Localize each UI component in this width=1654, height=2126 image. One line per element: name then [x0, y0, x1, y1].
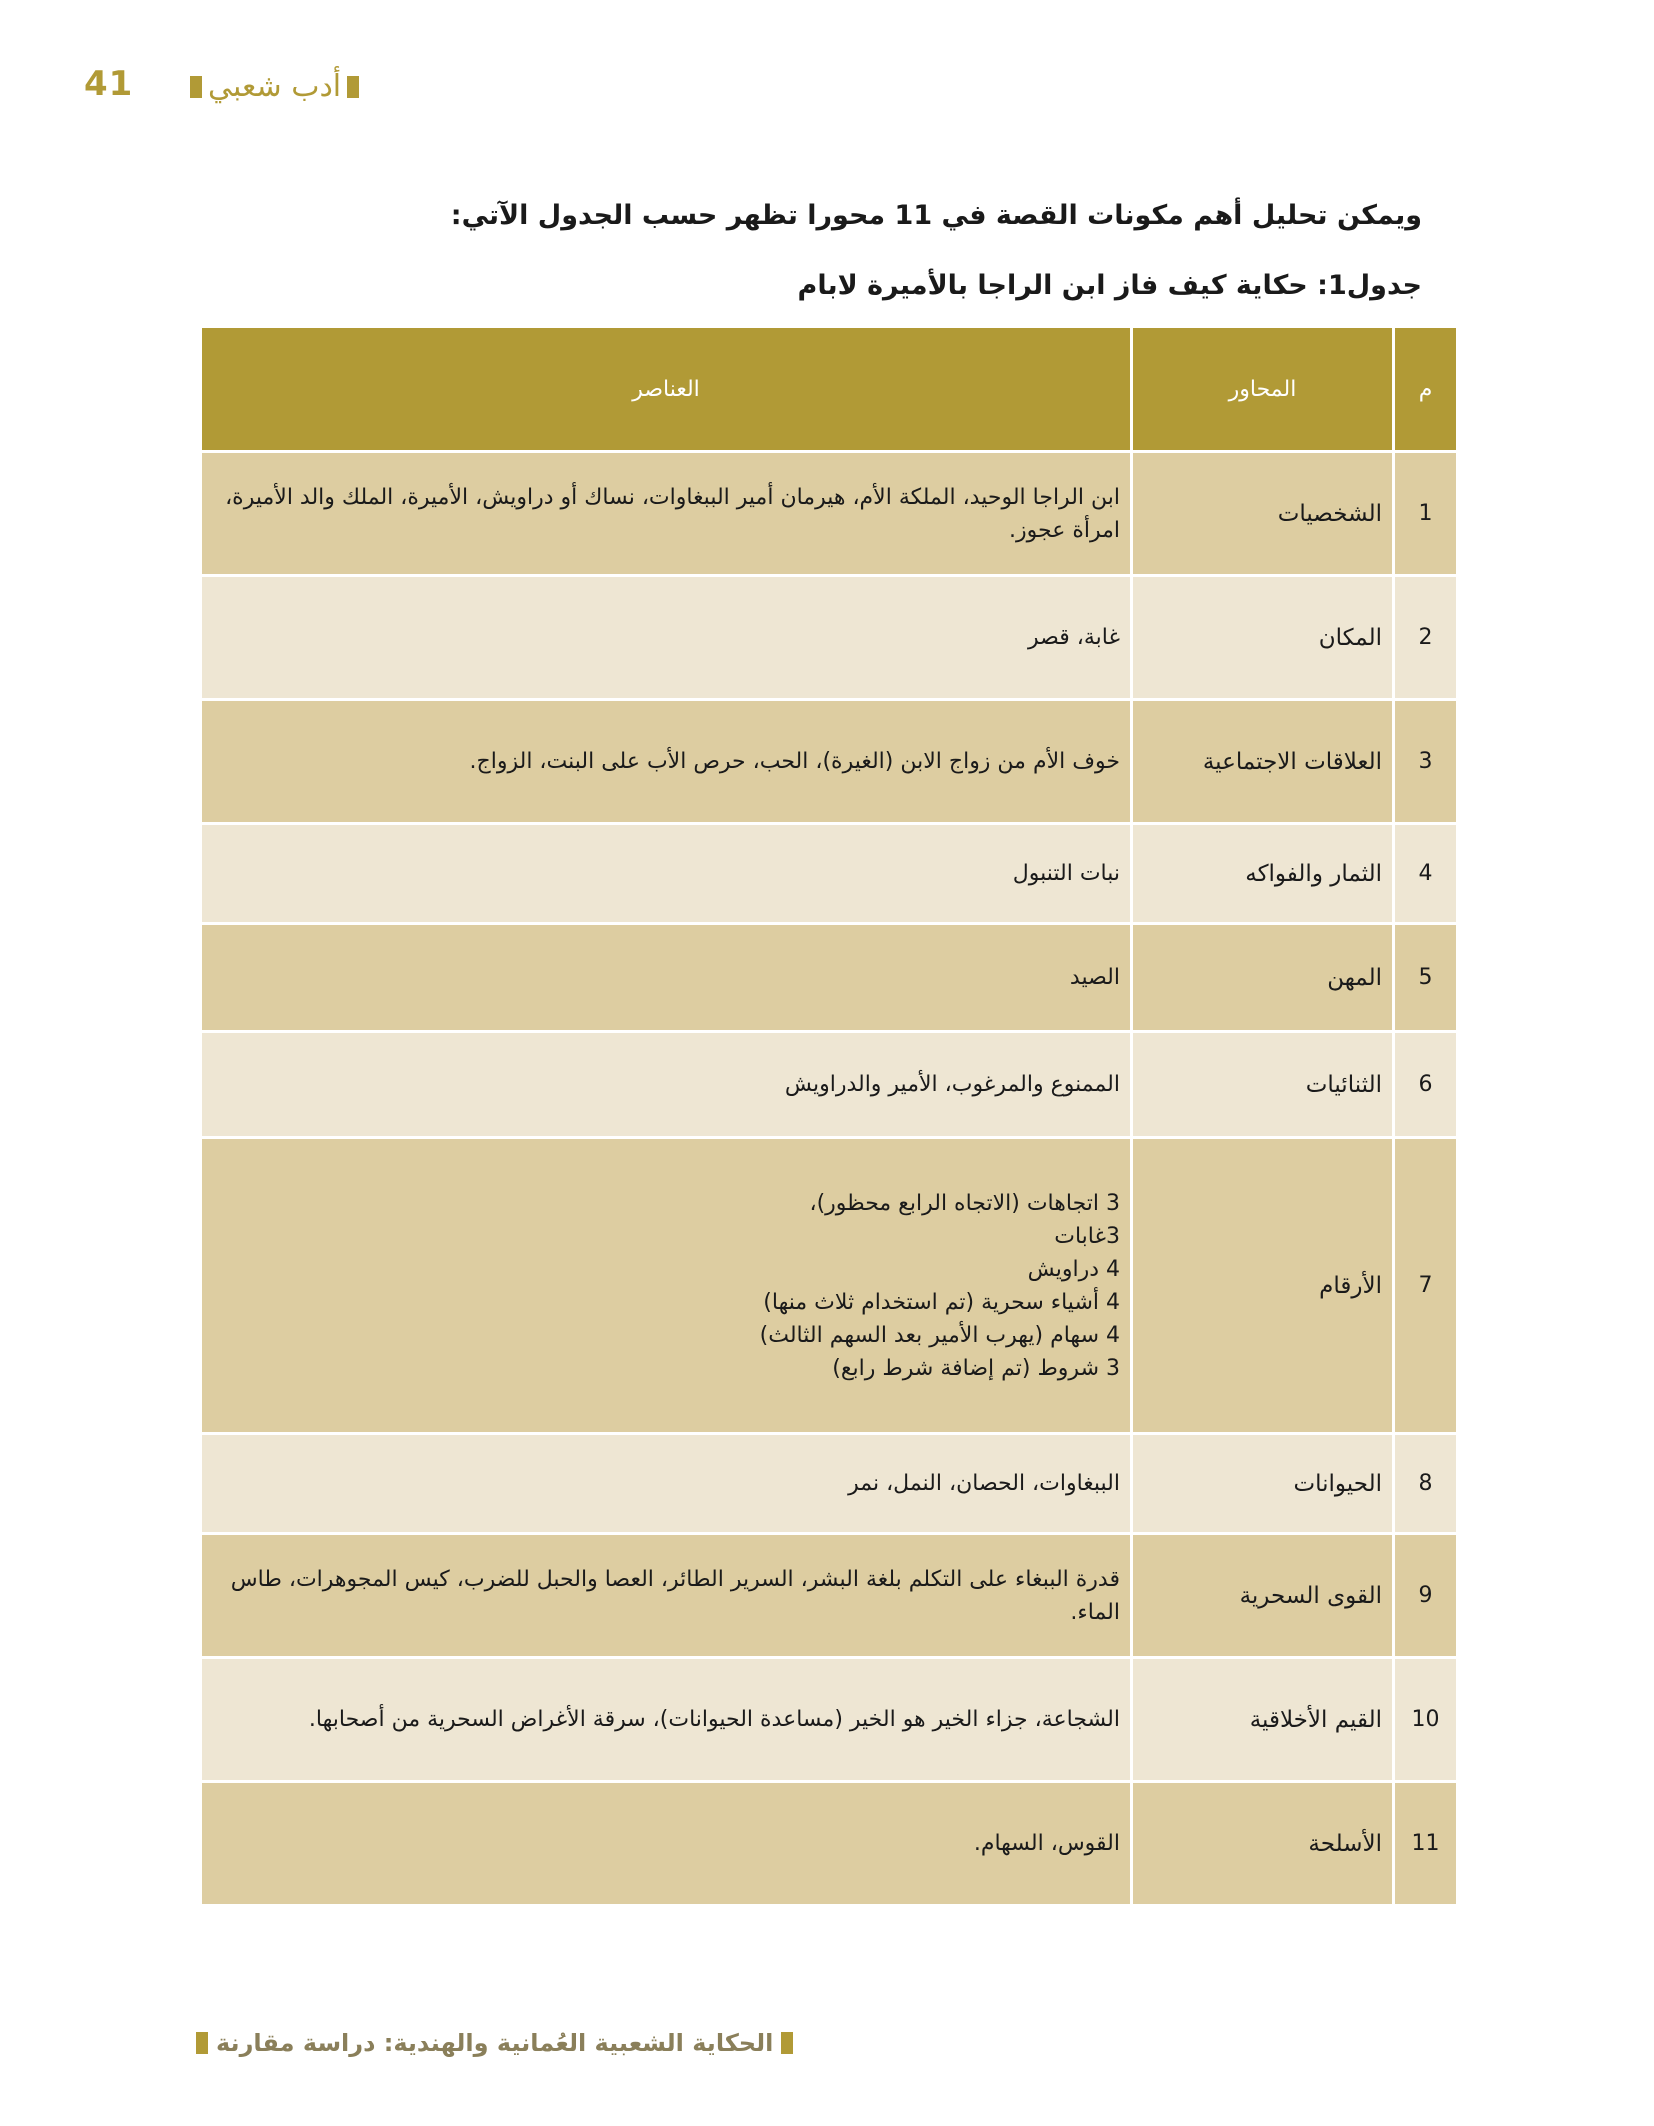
element-line: نبات التنبول	[1012, 861, 1120, 886]
row-elements	[201, 452, 1132, 576]
row-number: 2	[1394, 576, 1458, 700]
element-line: الببغاوات، الحصان، النمل، نمر	[848, 1471, 1120, 1496]
row-number: 6	[1394, 1032, 1458, 1138]
row-elements	[201, 824, 1132, 924]
element-line: ابن الراجا الوحيد، الملكة الأم، هيرمان أمير الببغاوات، نساك أو دراويش، الأميرة، الملك والد الأميرة، امرأة عجوز.	[225, 484, 1120, 543]
table-row	[201, 1032, 1458, 1138]
element-line: 4 سهام (يهرب الأمير بعد السهم الثالث)	[759, 1322, 1120, 1348]
table-row	[201, 452, 1458, 576]
row-axis: القوى السحرية	[1132, 1534, 1394, 1658]
element-line: الصيد	[1069, 965, 1120, 990]
element-line: الممنوع والمرغوب، الأمير والدراويش	[784, 1072, 1120, 1097]
element-line: 4 دراويش	[1027, 1256, 1120, 1282]
header-num: م	[1394, 327, 1458, 452]
element-line: 3 اتجاهات (الاتجاه الرابع محظور)،	[809, 1190, 1120, 1216]
row-axis: الثمار والفواكه	[1132, 824, 1394, 924]
row-axis: الثنائيات	[1132, 1032, 1394, 1138]
element-line: 3 شروط (تم إضافة شرط رابع)	[832, 1355, 1120, 1381]
table-row	[201, 576, 1458, 700]
element-line: 4 أشياء سحرية (تم استخدام ثلاث منها)	[763, 1289, 1120, 1315]
row-axis: الحيوانات	[1132, 1434, 1394, 1534]
row-number: 1	[1394, 452, 1458, 576]
row-axis: المهن	[1132, 924, 1394, 1032]
table-row	[201, 1434, 1458, 1534]
header-marker-left	[190, 76, 202, 98]
row-elements	[201, 700, 1132, 824]
row-number: 9	[1394, 1534, 1458, 1658]
page-number: 41	[84, 64, 134, 104]
table-row	[201, 1534, 1458, 1658]
footer-text: الحكاية الشعبية العُمانية والهندية: دراسة مقارنة	[216, 2029, 774, 2057]
row-number: 4	[1394, 824, 1458, 924]
table-row	[201, 700, 1458, 824]
header-title-text: أدب شعبي	[208, 69, 342, 104]
header-axis: المحاور	[1132, 327, 1394, 452]
table-row	[201, 1782, 1458, 1906]
row-elements	[201, 1658, 1132, 1782]
element-line: الشجاعة، جزاء الخير هو الخير (مساعدة الحيوانات)، سرقة الأغراض السحرية من أصحابها.	[308, 1707, 1120, 1732]
table-row	[201, 1658, 1458, 1782]
footer-marker-right	[781, 2032, 793, 2054]
element-line: قدرة الببغاء على التكلم بلغة البشر، السرير الطائر، العصا والحبل للضرب، كيس المجوهرات، طاس الماء.	[230, 1566, 1120, 1625]
row-axis: الشخصيات	[1132, 452, 1394, 576]
footer-marker-left	[196, 2032, 208, 2054]
element-line: غابة، قصر	[1028, 625, 1120, 650]
row-elements	[201, 576, 1132, 700]
running-footer	[196, 2026, 793, 2060]
row-number: 5	[1394, 924, 1458, 1032]
table-row	[201, 824, 1458, 924]
row-number: 11	[1394, 1782, 1458, 1906]
row-axis: الأسلحة	[1132, 1782, 1394, 1906]
running-header	[190, 70, 359, 104]
row-number: 3	[1394, 700, 1458, 824]
row-axis: العلاقات الاجتماعية	[1132, 700, 1394, 824]
table-row	[201, 1138, 1458, 1434]
table-row	[201, 924, 1458, 1032]
row-axis: المكان	[1132, 576, 1394, 700]
table-body	[201, 452, 1458, 1906]
header-elements: العناصر	[201, 327, 1132, 452]
table-header-row	[201, 327, 1458, 452]
intro-paragraph: ويمكن تحليل أهم مكونات القصة في 11 محورا تظهر حسب الجدول الآتي:	[450, 200, 1422, 231]
element-line: خوف الأم من زواج الابن (الغيرة)، الحب، حرص الأب على البنت، الزواج.	[469, 749, 1120, 774]
row-elements	[201, 1032, 1132, 1138]
row-elements	[201, 1534, 1132, 1658]
table-caption: جدول1: حكاية كيف فاز ابن الراجا بالأميرة لابام	[797, 270, 1422, 301]
story-analysis-table	[199, 325, 1459, 1907]
row-elements	[201, 1782, 1132, 1906]
element-line: 3غابات	[1054, 1223, 1120, 1249]
header-marker-right	[347, 76, 359, 98]
row-number: 7	[1394, 1138, 1458, 1434]
row-elements	[201, 1434, 1132, 1534]
row-elements	[201, 924, 1132, 1032]
row-number: 10	[1394, 1658, 1458, 1782]
row-axis: الأرقام	[1132, 1138, 1394, 1434]
row-elements	[201, 1138, 1132, 1434]
element-line: القوس، السهام.	[973, 1831, 1120, 1856]
row-axis: القيم الأخلاقية	[1132, 1658, 1394, 1782]
row-number: 8	[1394, 1434, 1458, 1534]
